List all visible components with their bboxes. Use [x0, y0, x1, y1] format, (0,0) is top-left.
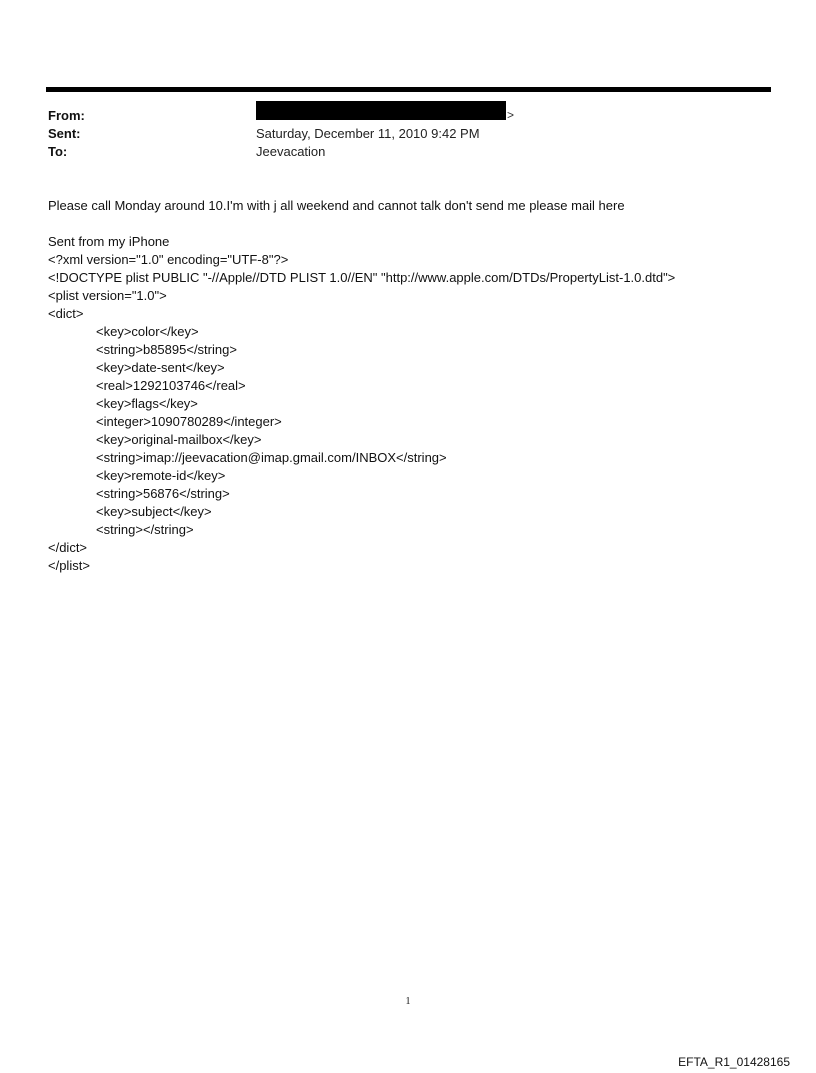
dict-line: <real>1292103746</real>	[96, 378, 246, 393]
dict-line: <key>subject</key>	[96, 504, 212, 519]
bates-id: EFTA_R1_01428165	[678, 1055, 790, 1069]
to-value: Jeevacation	[256, 144, 326, 159]
closing-line: </dict>	[48, 540, 88, 555]
dict-line: <key>date-sent</key>	[96, 360, 225, 375]
sent-label: Sent:	[48, 126, 81, 141]
sent-value: Saturday, December 11, 2010 9:42 PM	[256, 126, 480, 141]
dict-line: <string></string>	[96, 522, 194, 537]
plist-line: <dict>	[48, 306, 84, 321]
dict-line: <string>imap://jeevacation@imap.gmail.com/INBOX</string>	[96, 450, 447, 465]
redacted-sender-block	[256, 101, 506, 120]
dict-line: <key>remote-id</key>	[96, 468, 226, 483]
from-suffix: >	[507, 108, 515, 122]
dict-line: <key>color</key>	[96, 324, 199, 339]
dict-line: <integer>1090780289</integer>	[96, 414, 282, 429]
dict-line: <string>b85895</string>	[96, 342, 237, 357]
plist-line: <plist version="1.0">	[48, 288, 167, 303]
closing-line: </plist>	[48, 558, 90, 573]
to-label: To:	[48, 144, 68, 159]
dict-line: <key>original-mailbox</key>	[96, 432, 262, 447]
from-label: From:	[48, 108, 85, 123]
message-text: Please call Monday around 10.I'm with j all weekend and cannot talk don't send me please mail here	[48, 198, 625, 213]
plist-line: <?xml version="1.0" encoding="UTF-8"?>	[48, 252, 289, 267]
plist-line: <!DOCTYPE plist PUBLIC "-//Apple//DTD PLIST 1.0//EN" "http://www.apple.com/DTDs/PropertyList-1.0.dtd">	[48, 270, 676, 285]
signature-text: Sent from my iPhone	[48, 234, 170, 249]
header-rule	[46, 87, 771, 92]
page-number: 1	[405, 996, 411, 1007]
dict-line: <string>56876</string>	[96, 486, 230, 501]
dict-line: <key>flags</key>	[96, 396, 198, 411]
